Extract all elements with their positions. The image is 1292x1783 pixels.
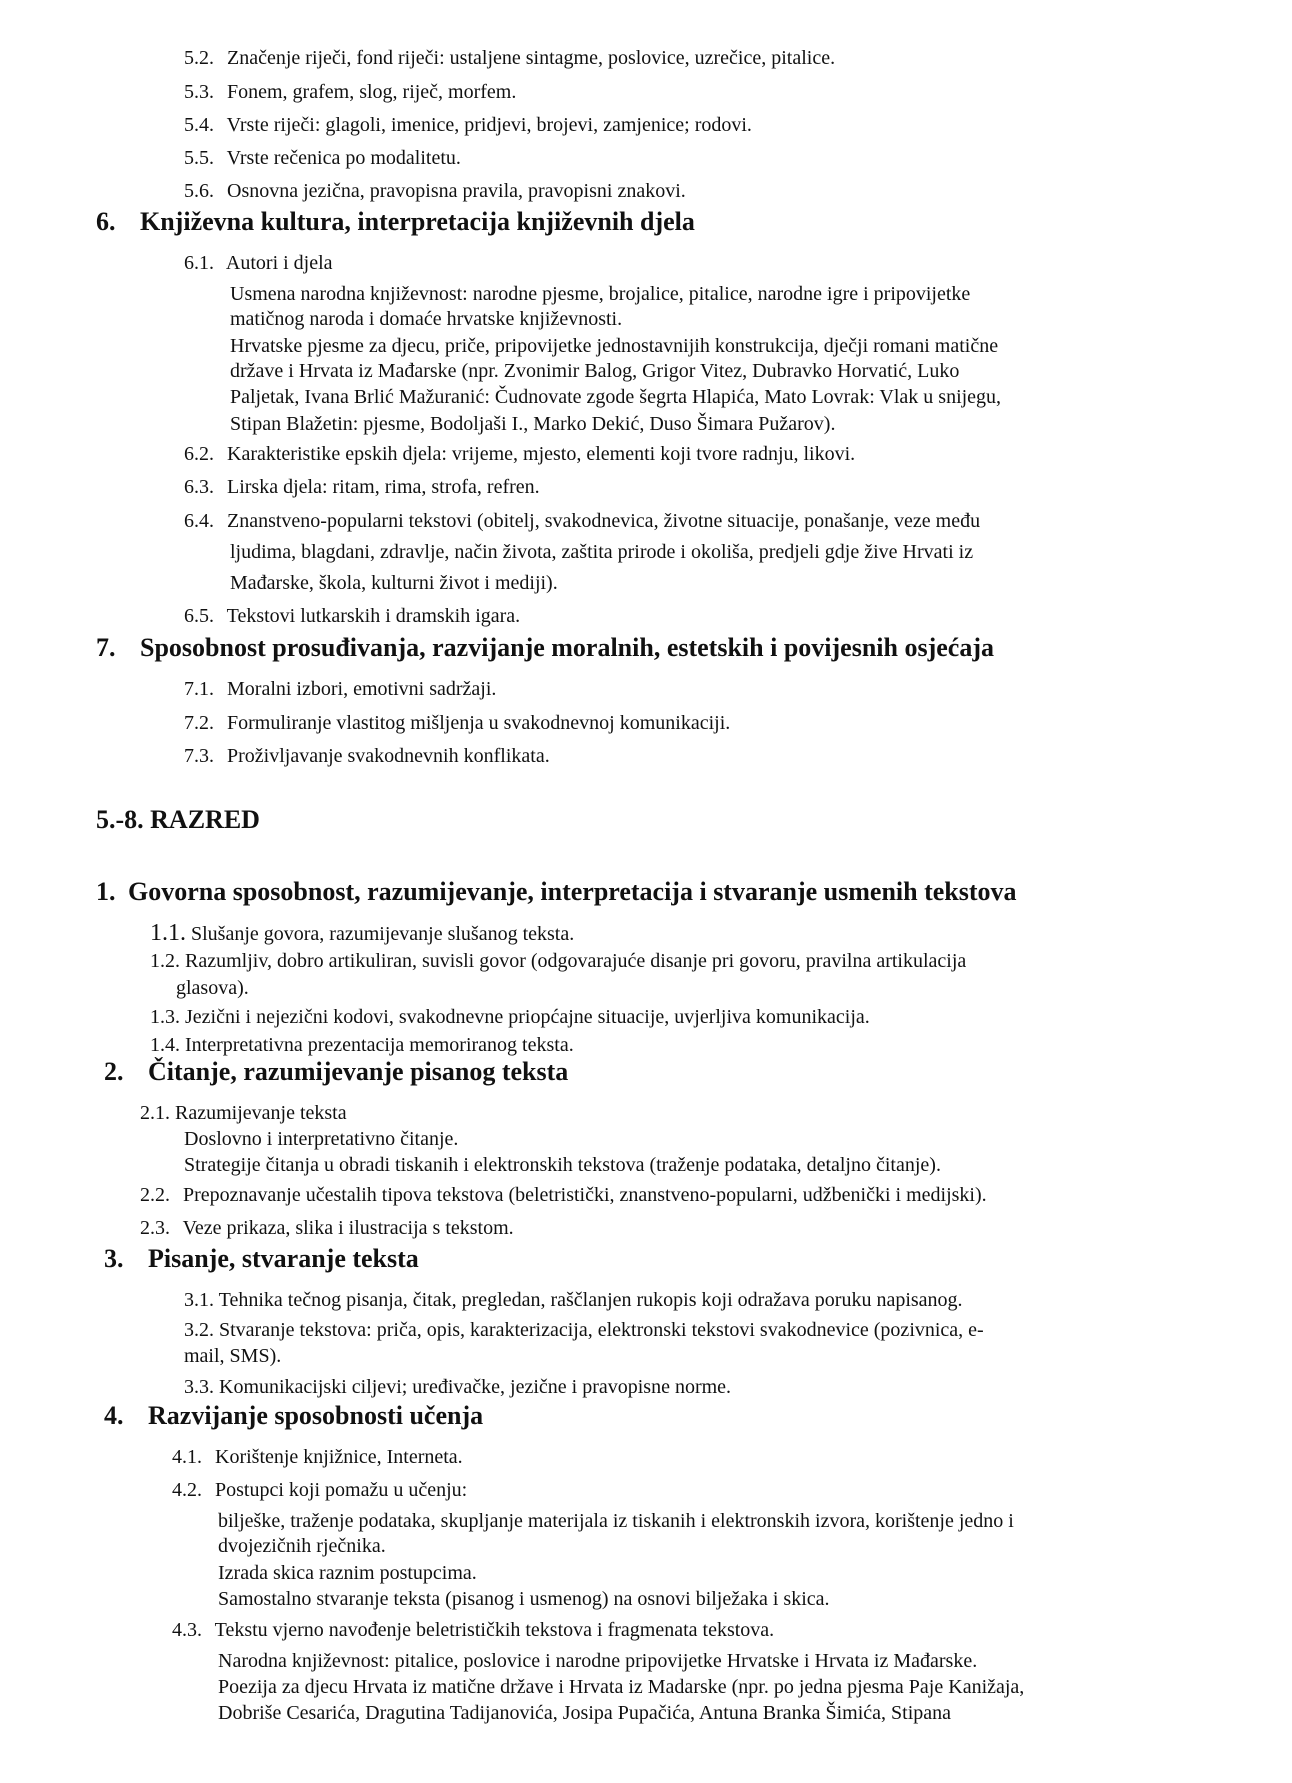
list-item: 1.3. Jezični i nejezični kodovi, svakodnevne priopćajne situacije, uvjerljiva komunikacija. (150, 1006, 870, 1028)
paragraph-line: dvojezičnih rječnika. (218, 1535, 386, 1557)
paragraph-line: Paljetak, Ivana Brlić Mažuranić: Čudnovate zgode šegrta Hlapića, Mato Lovrak: Vlak u snijegu, (230, 386, 1002, 408)
list-item: 2.1. Razumijevanje teksta (140, 1102, 347, 1124)
paragraph-line: Narodna književnost: pitalice, poslovice i narodne pripovijetke Hrvatske i Hrvata iz Mađarske. (218, 1650, 978, 1672)
list-item: 2.2. Prepoznavanje učestalih tipova tekstova (beletristički, znanstveno-popularni, udžbenički i medijski). (140, 1184, 987, 1206)
list-item: 3.2. Stvaranje tekstova: priča, opis, karakterizacija, elektronski tekstovi svakodnevice (pozivnica, e- (184, 1319, 984, 1341)
list-item: 6.4. Znanstveno-popularni tekstovi (obitelj, svakodnevica, životne situacije, ponašanje, veze među (184, 510, 981, 532)
list-item: 5.3. Fonem, grafem, slog, riječ, morfem. (184, 81, 517, 103)
paragraph-line: Dobriše Cesarića, Dragutina Tadijanovića, Josipa Pupačića, Antuna Branka Šimića, Stipana (218, 1702, 952, 1724)
paragraph-line: Mađarske, škola, kulturni život i mediji). (230, 572, 558, 594)
section-heading: 3. Pisanje, stvaranje teksta (104, 1244, 419, 1273)
list-item: 5.6. Osnovna jezična, pravopisna pravila, pravopisni znakovi. (184, 180, 686, 202)
list-item: 5.2. Značenje riječi, fond riječi: ustaljene sintagme, poslovice, uzrečice, pitalice. (184, 47, 836, 69)
list-item: 4.2. Postupci koji pomažu u učenju: (172, 1479, 468, 1501)
paragraph-line: Strategije čitanja u obradi tiskanih i elektronskih tekstova (traženje podataka, detaljno čitanje). (184, 1154, 941, 1176)
paragraph-line: matičnog naroda i domaće hrvatske književnosti. (230, 308, 623, 330)
list-item: 5.5. Vrste rečenica po modalitetu. (184, 147, 461, 169)
list-item: 6.1. Autori i djela (184, 252, 333, 274)
section-heading: 4. Razvijanje sposobnosti učenja (104, 1401, 484, 1430)
grade-heading: 5.-8. RAZRED (96, 805, 260, 834)
list-item: 1.2. Razumljiv, dobro artikuliran, suvisli govor (odgovarajuće disanje pri govoru, pravilna artikulacija (150, 950, 967, 972)
paragraph-line: Usmena narodna književnost: narodne pjesme, brojalice, pitalice, narodne igre i pripovijetke (230, 283, 971, 305)
list-item: 6.5. Tekstovi lutkarskih i dramskih igara. (184, 605, 521, 627)
list-item: 4.1. Korištenje knjižnice, Interneta. (172, 1446, 463, 1468)
list-item: 5.4. Vrste riječi: glagoli, imenice, pridjevi, brojevi, zamjenice; rodovi. (184, 114, 752, 136)
paragraph-line: glasova). (176, 977, 249, 999)
paragraph-line: Hrvatske pjesme za djecu, priče, pripovijetke jednostavnijih konstrukcija, dječji romani matične (230, 335, 999, 357)
list-item: 3.1. Tehnika tečnog pisanja, čitak, pregledan, raščlanjen rukopis koji odražava poruku napisanog. (184, 1289, 963, 1311)
list-item: 1.1. Slušanje govora, razumijevanje slušanog teksta. (150, 920, 575, 946)
list-item: 6.2. Karakteristike epskih djela: vrijeme, mjesto, elementi koji tvore radnju, likovi. (184, 443, 856, 465)
paragraph-line: države i Hrvata iz Mađarske (npr. Zvonimir Balog, Grigor Vitez, Dubravko Horvatić, Luko (230, 360, 960, 382)
section-heading: 2. Čitanje, razumijevanje pisanog teksta (104, 1057, 569, 1086)
list-item: 7.2. Formuliranje vlastitog mišljenja u svakodnevnoj komunikaciji. (184, 712, 731, 734)
paragraph-line: ljudima, blagdani, zdravlje, način života, zaštita prirode i okoliša, predjeli gdje žive Hrvati iz (230, 541, 974, 563)
section-heading: 6. Književna kultura, interpretacija književnih djela (96, 207, 695, 236)
section-heading: 7. Sposobnost prosuđivanja, razvijanje moralnih, estetskih i povijesnih osjećaja (96, 633, 994, 662)
paragraph-line: bilješke, traženje podataka, skupljanje materijala iz tiskanih i elektronskih izvora, korištenje jedno i (218, 1510, 1014, 1532)
paragraph-line: mail, SMS). (184, 1345, 282, 1367)
section-heading: 1. Govorna sposobnost, razumijevanje, interpretacija i stvaranje usmenih tekstova (96, 877, 1017, 906)
paragraph-line: Stipan Blažetin: pjesme, Bodoljaši I., Marko Dekić, Duso Šimara Pužarov). (230, 413, 836, 435)
paragraph-line: Samostalno stvaranje teksta (pisanog i usmenog) na osnovi bilježaka i skica. (218, 1588, 830, 1610)
list-item: 4.3. Tekstu vjerno navođenje beletrističkih tekstova i fragmenata tekstova. (172, 1619, 775, 1641)
list-item: 7.3. Proživljavanje svakodnevnih konflikata. (184, 745, 550, 767)
list-item: 2.3. Veze prikaza, slika i ilustracija s tekstom. (140, 1217, 514, 1239)
list-item: 3.3. Komunikacijski ciljevi; uređivačke, jezične i pravopisne norme. (184, 1376, 732, 1398)
list-item: 6.3. Lirska djela: ritam, rima, strofa, refren. (184, 476, 540, 498)
list-item: 1.4. Interpretativna prezentacija memoriranog teksta. (150, 1034, 574, 1056)
list-item: 7.1. Moralni izbori, emotivni sadržaji. (184, 678, 497, 700)
paragraph-line: Izrada skica raznim postupcima. (218, 1562, 477, 1584)
paragraph-line: Poezija za djecu Hrvata iz matične države i Hrvata iz Madarske (npr. po jedna pjesma Paje Kanižaja, (218, 1676, 1025, 1698)
paragraph-line: Doslovno i interpretativno čitanje. (184, 1128, 459, 1150)
